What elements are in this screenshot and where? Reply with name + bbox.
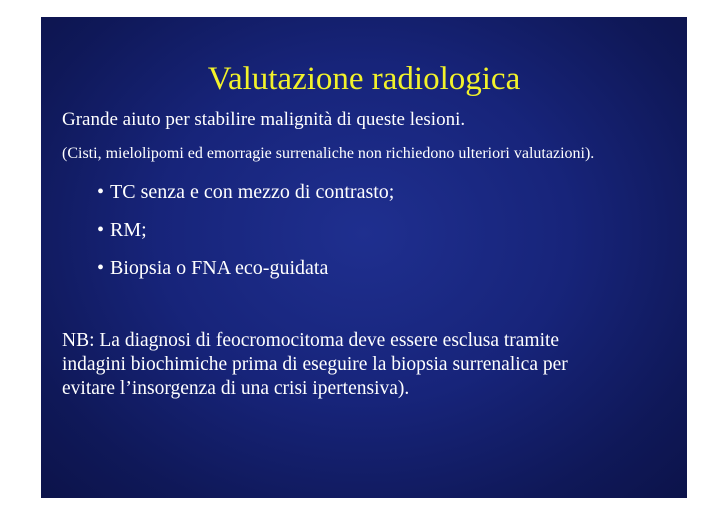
nb-line: indagini biochimiche prima di eseguire la biopsia surrenalica per (62, 354, 568, 375)
slide (41, 17, 687, 498)
bullet-icon: • (97, 219, 105, 241)
bullet-text: Biopsia o FNA eco-guidata (110, 257, 329, 279)
note-text: (Cisti, mielolipomi ed emorragie surrenaliche non richiedono ulteriori valutazioni). (62, 145, 595, 162)
nb-paragraph (62, 329, 672, 401)
lead-text: Grande aiuto per stabilire malignità di queste lesioni. (62, 109, 466, 130)
nb-line: evitare l’insorgenza di una crisi ipertensiva). (62, 378, 410, 399)
slide-title: Valutazione radiologica (207, 61, 521, 97)
bullet-item (97, 219, 394, 257)
bullet-text: TC senza e con mezzo di contrasto; (110, 181, 395, 203)
bullet-list (97, 181, 394, 295)
bullet-icon: • (97, 181, 105, 203)
bullet-item (97, 257, 394, 295)
bullet-item (97, 181, 394, 219)
bullet-icon: • (97, 257, 105, 279)
bullet-text: RM; (110, 219, 147, 241)
nb-line: NB: La diagnosi di feocromocitoma deve essere esclusa tramite (62, 330, 560, 351)
